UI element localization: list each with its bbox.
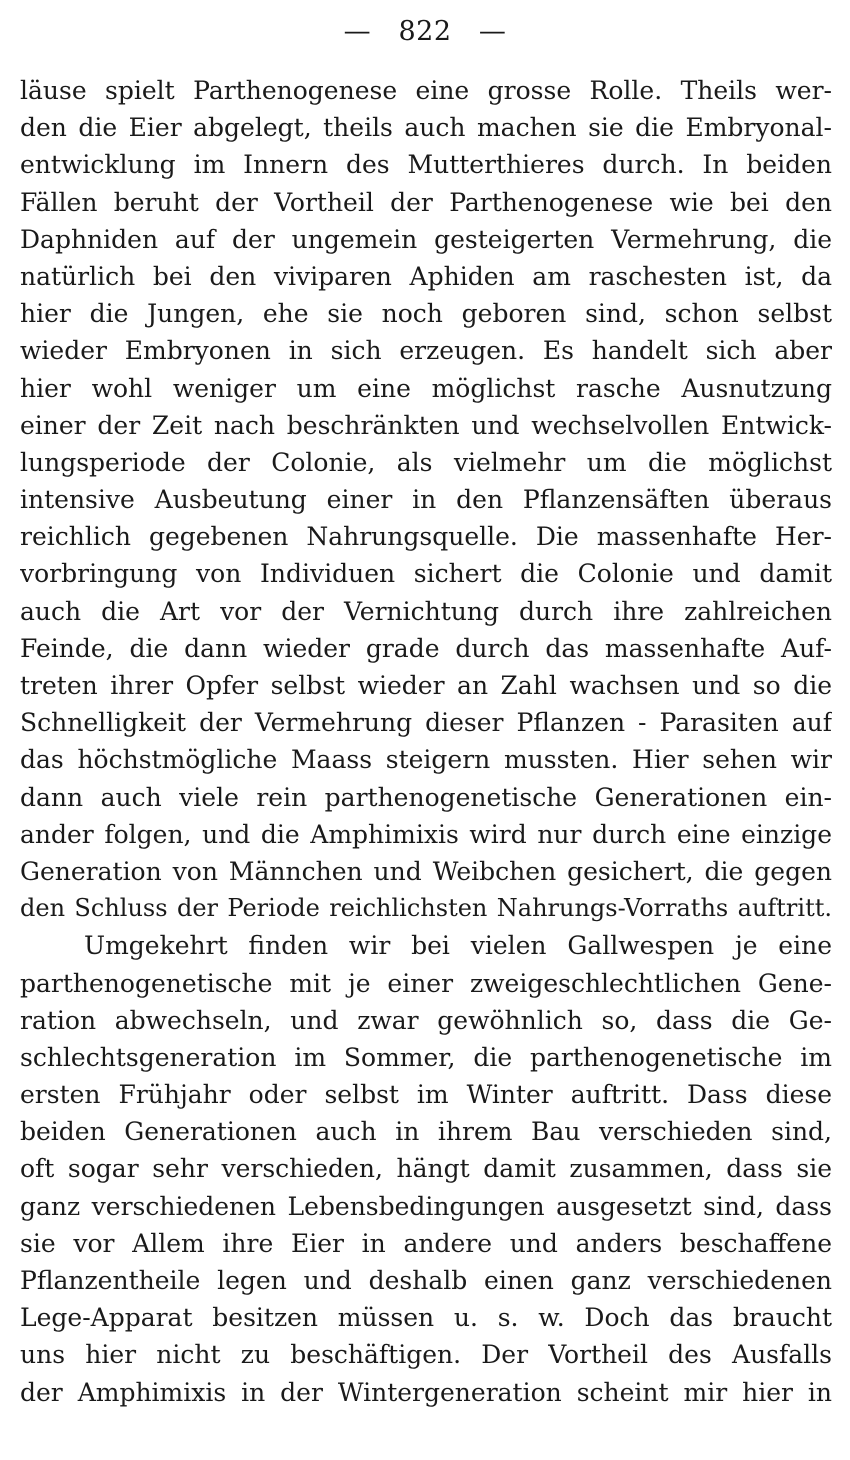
text-line: ration abwechseln, und zwar gewöhnlich so, dass die Ge- [20, 1005, 832, 1035]
text-line: schlechtsgeneration im Sommer, die parthenogenetische im [20, 1042, 832, 1072]
text-line: der Amphimixis in der Wintergeneration scheint mir hier in [20, 1377, 832, 1407]
page-number: 822 [398, 16, 452, 47]
text-line: oft sogar sehr verschieden, hängt damit zusammen, dass sie [20, 1154, 832, 1184]
text-line: Daphniden auf der ungemein gesteigerten Vermehrung, die [20, 224, 832, 254]
header-dash-right: — [478, 16, 507, 47]
text-line: Pflanzentheile legen und deshalb einen ganz verschiedenen [20, 1266, 832, 1295]
text-line: ersten Frühjahr oder selbst im Winter auftritt. Dass diese [20, 1080, 832, 1110]
text-line: natürlich bei den viviparen Aphiden am raschesten ist, da [20, 261, 832, 291]
text-line: treten ihrer Opfer selbst wieder an Zahl wachsen und so die [20, 671, 832, 700]
text-line: ganz verschiedenen Lebensbedingungen ausgesetzt sind, dass [20, 1191, 832, 1221]
text-line: sie vor Allem ihre Eier in andere und anders beschaffene [20, 1228, 832, 1258]
body-text [20, 72, 832, 1411]
text-line: entwicklung im Innern des Mutterthieres durch. In beiden [20, 150, 832, 180]
text-line: lungsperiode der Colonie, als vielmehr um die möglichst [20, 447, 832, 477]
text-line: vorbringung von Individuen sichert die Colonie und damit [20, 559, 832, 589]
text-line: auch die Art vor der Vernichtung durch ihre zahlreichen [20, 596, 832, 626]
text-line: beiden Generationen auch in ihrem Bau verschieden sind, [20, 1117, 832, 1147]
header-dash-left: — [343, 16, 372, 47]
text-line: Feinde, die dann wieder grade durch das massenhafte Auf- [20, 633, 832, 663]
text-line: hier wohl weniger um eine möglichst rasche Ausnutzung [20, 373, 832, 403]
text-line: das höchstmögliche Maass steigern mussten. Hier sehen wir [20, 745, 832, 775]
text-line: intensive Ausbeutung einer in den Pflanzensäften überaus [20, 485, 832, 515]
text-line: reichlich gegebenen Nahrungsquelle. Die massenhafte Her- [20, 522, 832, 552]
text-line: Generation von Männchen und Weibchen gesichert, die gegen [20, 856, 832, 886]
text-line: einer der Zeit nach beschränkten und wechselvollen Entwick- [20, 410, 832, 440]
text-line: hier die Jungen, ehe sie noch geboren sind, schon selbst [20, 299, 832, 329]
page-header [0, 14, 850, 50]
text-line: Lege-Apparat besitzen müssen u. s. w. Doch das braucht [20, 1303, 832, 1333]
text-line: ander folgen, und die Amphimixis wird nur durch eine einzige [20, 819, 832, 849]
text-line: Fällen beruht der Vortheil der Parthenogenese wie bei den [20, 187, 832, 217]
text-line: uns hier nicht zu beschäftigen. Der Vortheil des Ausfalls [20, 1340, 832, 1370]
text-line: parthenogenetische mit je einer zweigeschlechtlichen Gene- [20, 968, 832, 998]
text-line: wieder Embryonen in sich erzeugen. Es handelt sich aber [20, 336, 832, 366]
text-line: den die Eier abgelegt, theils auch machen sie die Embryonal- [20, 113, 832, 143]
text-line: Schnelligkeit der Vermehrung dieser Pflanzen - Parasiten auf [20, 708, 832, 738]
text-line: dann auch viele rein parthenogenetische Generationen ein- [20, 782, 832, 812]
paragraph-end-line: den Schluss der Periode reichlichsten Nahrungs-Vorraths auftritt. [20, 894, 832, 923]
text-line: läuse spielt Parthenogenese eine grosse Rolle. Theils wer- [20, 76, 832, 105]
paragraph-start-line: Umgekehrt finden wir bei vielen Gallwespen je eine [84, 931, 832, 961]
